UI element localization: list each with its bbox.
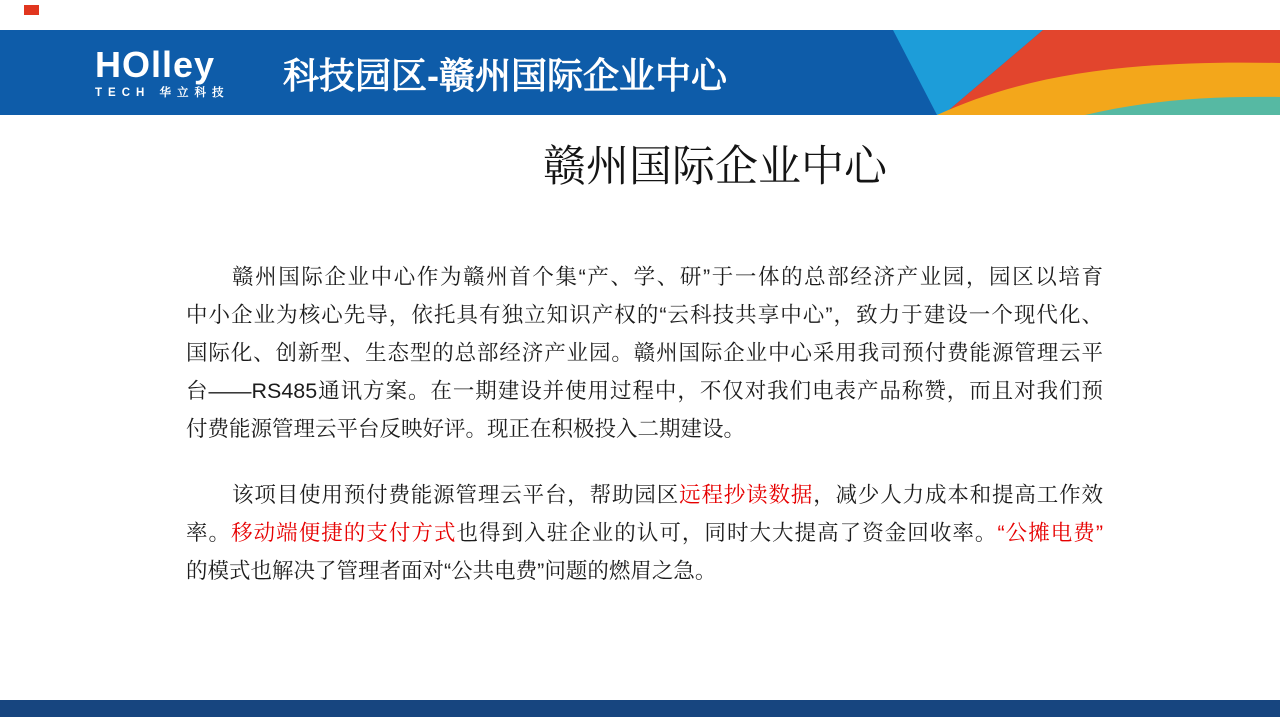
highlight-text: “公摊电费” xyxy=(997,521,1103,545)
text-segment: 付费能源管理云平台反映好评。现正在积极投入二期建设。 xyxy=(186,417,746,441)
holley-logo xyxy=(95,44,255,100)
text-segment: ，减少人力成本和提高工作效 xyxy=(813,483,1103,507)
slide-title: 赣州国际企业中心 xyxy=(543,143,887,191)
text-segment: 台——RS485通讯方案。在一期建设并使用过程中，不仅对我们电表产品称赞，而且对我们预 xyxy=(186,379,1103,403)
corner-red-mark xyxy=(24,5,39,15)
body-line xyxy=(186,514,1103,552)
header-bar xyxy=(0,30,1280,115)
body-line xyxy=(186,410,1103,448)
text-segment: 赣州国际企业中心作为赣州首个集“产、学、研”于一体的总部经济产业园，园区以培育 xyxy=(232,265,1103,289)
body-text xyxy=(186,258,1103,590)
text-segment: 中小企业为核心先导，依托具有独立知识产权的“云科技共享中心”，致力于建设一个现代化、 xyxy=(186,303,1103,327)
holley-logo-wordmark: HOlley xyxy=(95,44,216,85)
body-paragraph xyxy=(186,258,1103,448)
text-segment: 率。 xyxy=(186,521,232,545)
body-line xyxy=(186,372,1103,410)
body-line xyxy=(186,258,1103,296)
header-corner-decoration xyxy=(880,30,1280,115)
text-segment: 该项目使用预付费能源管理云平台，帮助园区 xyxy=(232,483,680,507)
body-paragraph xyxy=(186,476,1103,590)
text-segment: 国际化、创新型、生态型的总部经济产业园。赣州国际企业中心采用我司预付费能源管理云平 xyxy=(186,341,1103,365)
body-line xyxy=(186,296,1103,334)
text-segment: 的模式也解决了管理者面对“公共电费”问题的燃眉之急。 xyxy=(186,559,717,583)
header-title: 科技园区-赣州国际企业中心 xyxy=(283,55,727,96)
body-line xyxy=(186,552,1103,590)
holley-logo-tagline: TECH 华立科技 xyxy=(95,87,230,99)
footer-bar xyxy=(0,700,1280,717)
text-segment: 也得到入驻企业的认可，同时大大提高了资金回收率。 xyxy=(456,521,998,545)
body-line xyxy=(186,334,1103,372)
highlight-text: 远程抄读数据 xyxy=(679,483,814,507)
body-line xyxy=(186,476,1103,514)
highlight-text: 移动端便捷的支付方式 xyxy=(231,521,457,545)
